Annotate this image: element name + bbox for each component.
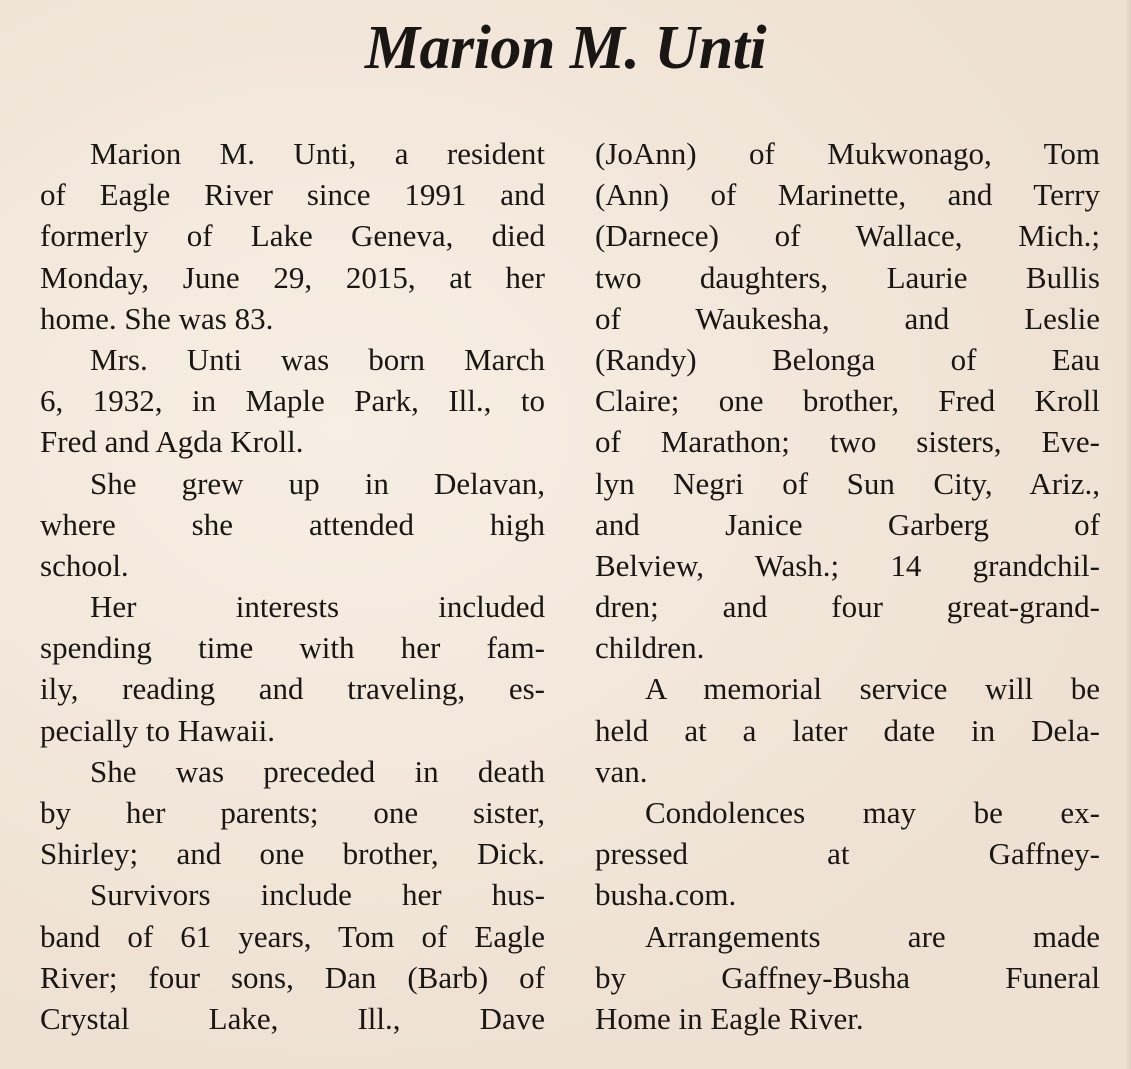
right-column <box>595 133 1100 1039</box>
left-column <box>40 133 545 1039</box>
text-line: home. She was 83. <box>40 300 274 336</box>
text-line: A memorial service will be <box>645 671 1100 707</box>
page-edge-shadow <box>1125 0 1131 1069</box>
text-line: spending time with her fam- <box>40 630 545 666</box>
text-line: Mrs. Unti was born March <box>90 341 545 377</box>
text-line: 6, 1932, in Maple Park, Ill., to <box>40 383 545 419</box>
text-line: where she attended high <box>40 506 545 542</box>
text-line: (Darnece) of Wallace, Mich.; <box>595 218 1100 254</box>
text-line: of Marathon; two sisters, Eve- <box>595 424 1100 460</box>
obituary-title: Marion M. Unti <box>364 14 767 82</box>
text-line: and Janice Garberg of <box>595 506 1100 542</box>
text-line: Shirley; and one brother, Dick. <box>40 836 545 872</box>
text-line: River; four sons, Dan (Barb) of <box>40 959 545 995</box>
text-line: Claire; one brother, Fred Kroll <box>595 383 1100 419</box>
text-line: (Ann) of Marinette, and Terry <box>595 177 1100 213</box>
text-line: (JoAnn) of Mukwonago, Tom <box>595 136 1100 171</box>
text-line: school. <box>40 547 129 583</box>
text-line: children. <box>595 630 705 666</box>
text-line: ily, reading and traveling, es- <box>40 671 545 707</box>
text-line: Survivors include her hus- <box>90 877 545 913</box>
text-line: busha.com. <box>595 877 737 913</box>
text-line: (Randy) Belonga of Eau <box>595 341 1100 377</box>
text-line: band of 61 years, Tom of Eagle <box>40 918 545 954</box>
text-line: Belview, Wash.; 14 grandchil- <box>595 547 1100 583</box>
text-line: Marion M. Unti, a resident <box>90 136 545 171</box>
text-line: of Waukesha, and Leslie <box>595 300 1100 336</box>
text-line: Crystal Lake, Ill., Dave <box>40 1000 545 1036</box>
text-line: formerly of Lake Geneva, died <box>40 218 545 254</box>
text-line: dren; and four great-grand- <box>595 589 1100 625</box>
text-line: two daughters, Laurie Bullis <box>595 259 1100 295</box>
text-line: lyn Negri of Sun City, Ariz., <box>595 465 1100 501</box>
text-line: Condolences may be ex- <box>645 795 1100 830</box>
text-line: pressed at Gaffney- <box>595 836 1100 872</box>
text-line: by her parents; one sister, <box>40 795 545 830</box>
text-line: by Gaffney-Busha Funeral <box>595 959 1100 995</box>
text-line: She grew up in Delavan, <box>90 465 545 501</box>
text-line: van. <box>595 753 648 789</box>
text-line: Monday, June 29, 2015, at her <box>40 259 545 295</box>
text-line: Arrangements are made <box>645 918 1100 954</box>
text-line: pecially to Hawaii. <box>40 712 275 748</box>
text-line: Home in Eagle River. <box>595 1000 864 1036</box>
text-line: Her interests included <box>90 589 545 625</box>
text-line: of Eagle River since 1991 and <box>40 177 545 213</box>
text-line: Fred and Agda Kroll. <box>40 424 304 460</box>
text-line: She was preceded in death <box>90 753 545 789</box>
text-line: held at a later date in Dela- <box>595 712 1100 748</box>
